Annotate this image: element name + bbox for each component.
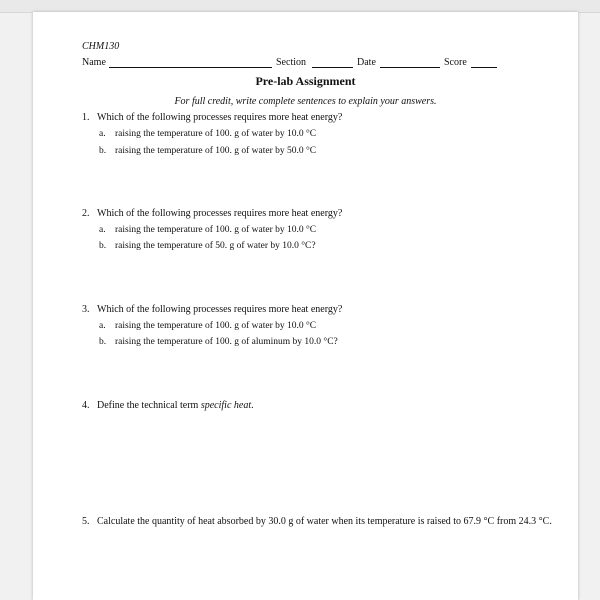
option-text: raising the temperature of 100. g of water by 50.0 °C: [115, 146, 317, 156]
name-label: Name: [82, 57, 106, 68]
option-letter: a.: [99, 225, 106, 235]
question-text-end: .: [251, 400, 254, 411]
option-text: raising the temperature of 100. g of water by 10.0 °C: [115, 225, 317, 235]
score-blank[interactable]: [471, 67, 497, 68]
question-text: Calculate the quantity of heat absorbed by 30.0 g of water when its temperature is raised to 67.9 °C from 24.3 °C.: [97, 516, 552, 527]
question-1-option-b: [99, 146, 316, 156]
option-text: raising the temperature of 100. g of water by 10.0 °C: [115, 129, 317, 139]
option-letter: b.: [99, 146, 107, 156]
question-text: Define the technical term: [97, 400, 201, 411]
name-blank[interactable]: [109, 67, 272, 68]
question-1: [82, 112, 342, 123]
question-5: [82, 514, 552, 529]
instructions: For full credit, write complete sentences to explain your answers.: [174, 96, 437, 107]
question-2-option-b: [99, 241, 316, 251]
section-label: Section: [276, 57, 306, 68]
option-text: raising the temperature of 50. g of water by 10.0 °C?: [115, 241, 316, 251]
question-3-option-b: [99, 337, 338, 347]
date-blank[interactable]: [380, 67, 440, 68]
document-page: [33, 12, 578, 600]
section-blank[interactable]: [312, 67, 353, 68]
question-number: 1.: [82, 112, 90, 123]
option-letter: b.: [99, 337, 107, 347]
score-label: Score: [444, 57, 467, 68]
page-title: Pre-lab Assignment: [255, 74, 356, 88]
date-label: Date: [357, 57, 376, 68]
question-number: 2.: [82, 208, 90, 219]
question-term: specific heat: [200, 400, 252, 411]
question-number: 5.: [82, 516, 90, 527]
question-text: Which of the following processes requires more heat energy?: [97, 112, 343, 123]
question-1-option-a: [99, 129, 316, 139]
course-code: CHM130: [82, 41, 120, 52]
question-3: [82, 304, 342, 315]
option-text: raising the temperature of 100. g of water by 10.0 °C: [115, 321, 317, 331]
question-2: [82, 208, 342, 219]
question-text: Which of the following processes requires more heat energy?: [97, 208, 343, 219]
question-number: 4.: [82, 400, 90, 411]
question-2-option-a: [99, 225, 316, 235]
option-text: raising the temperature of 100. g of aluminum by 10.0 °C?: [115, 337, 338, 347]
question-4: [82, 400, 254, 411]
question-3-option-a: [99, 321, 316, 331]
option-letter: a.: [99, 321, 106, 331]
option-letter: b.: [99, 241, 107, 251]
question-number: 3.: [82, 304, 90, 315]
option-letter: a.: [99, 129, 106, 139]
question-text: Which of the following processes requires more heat energy?: [97, 304, 343, 315]
